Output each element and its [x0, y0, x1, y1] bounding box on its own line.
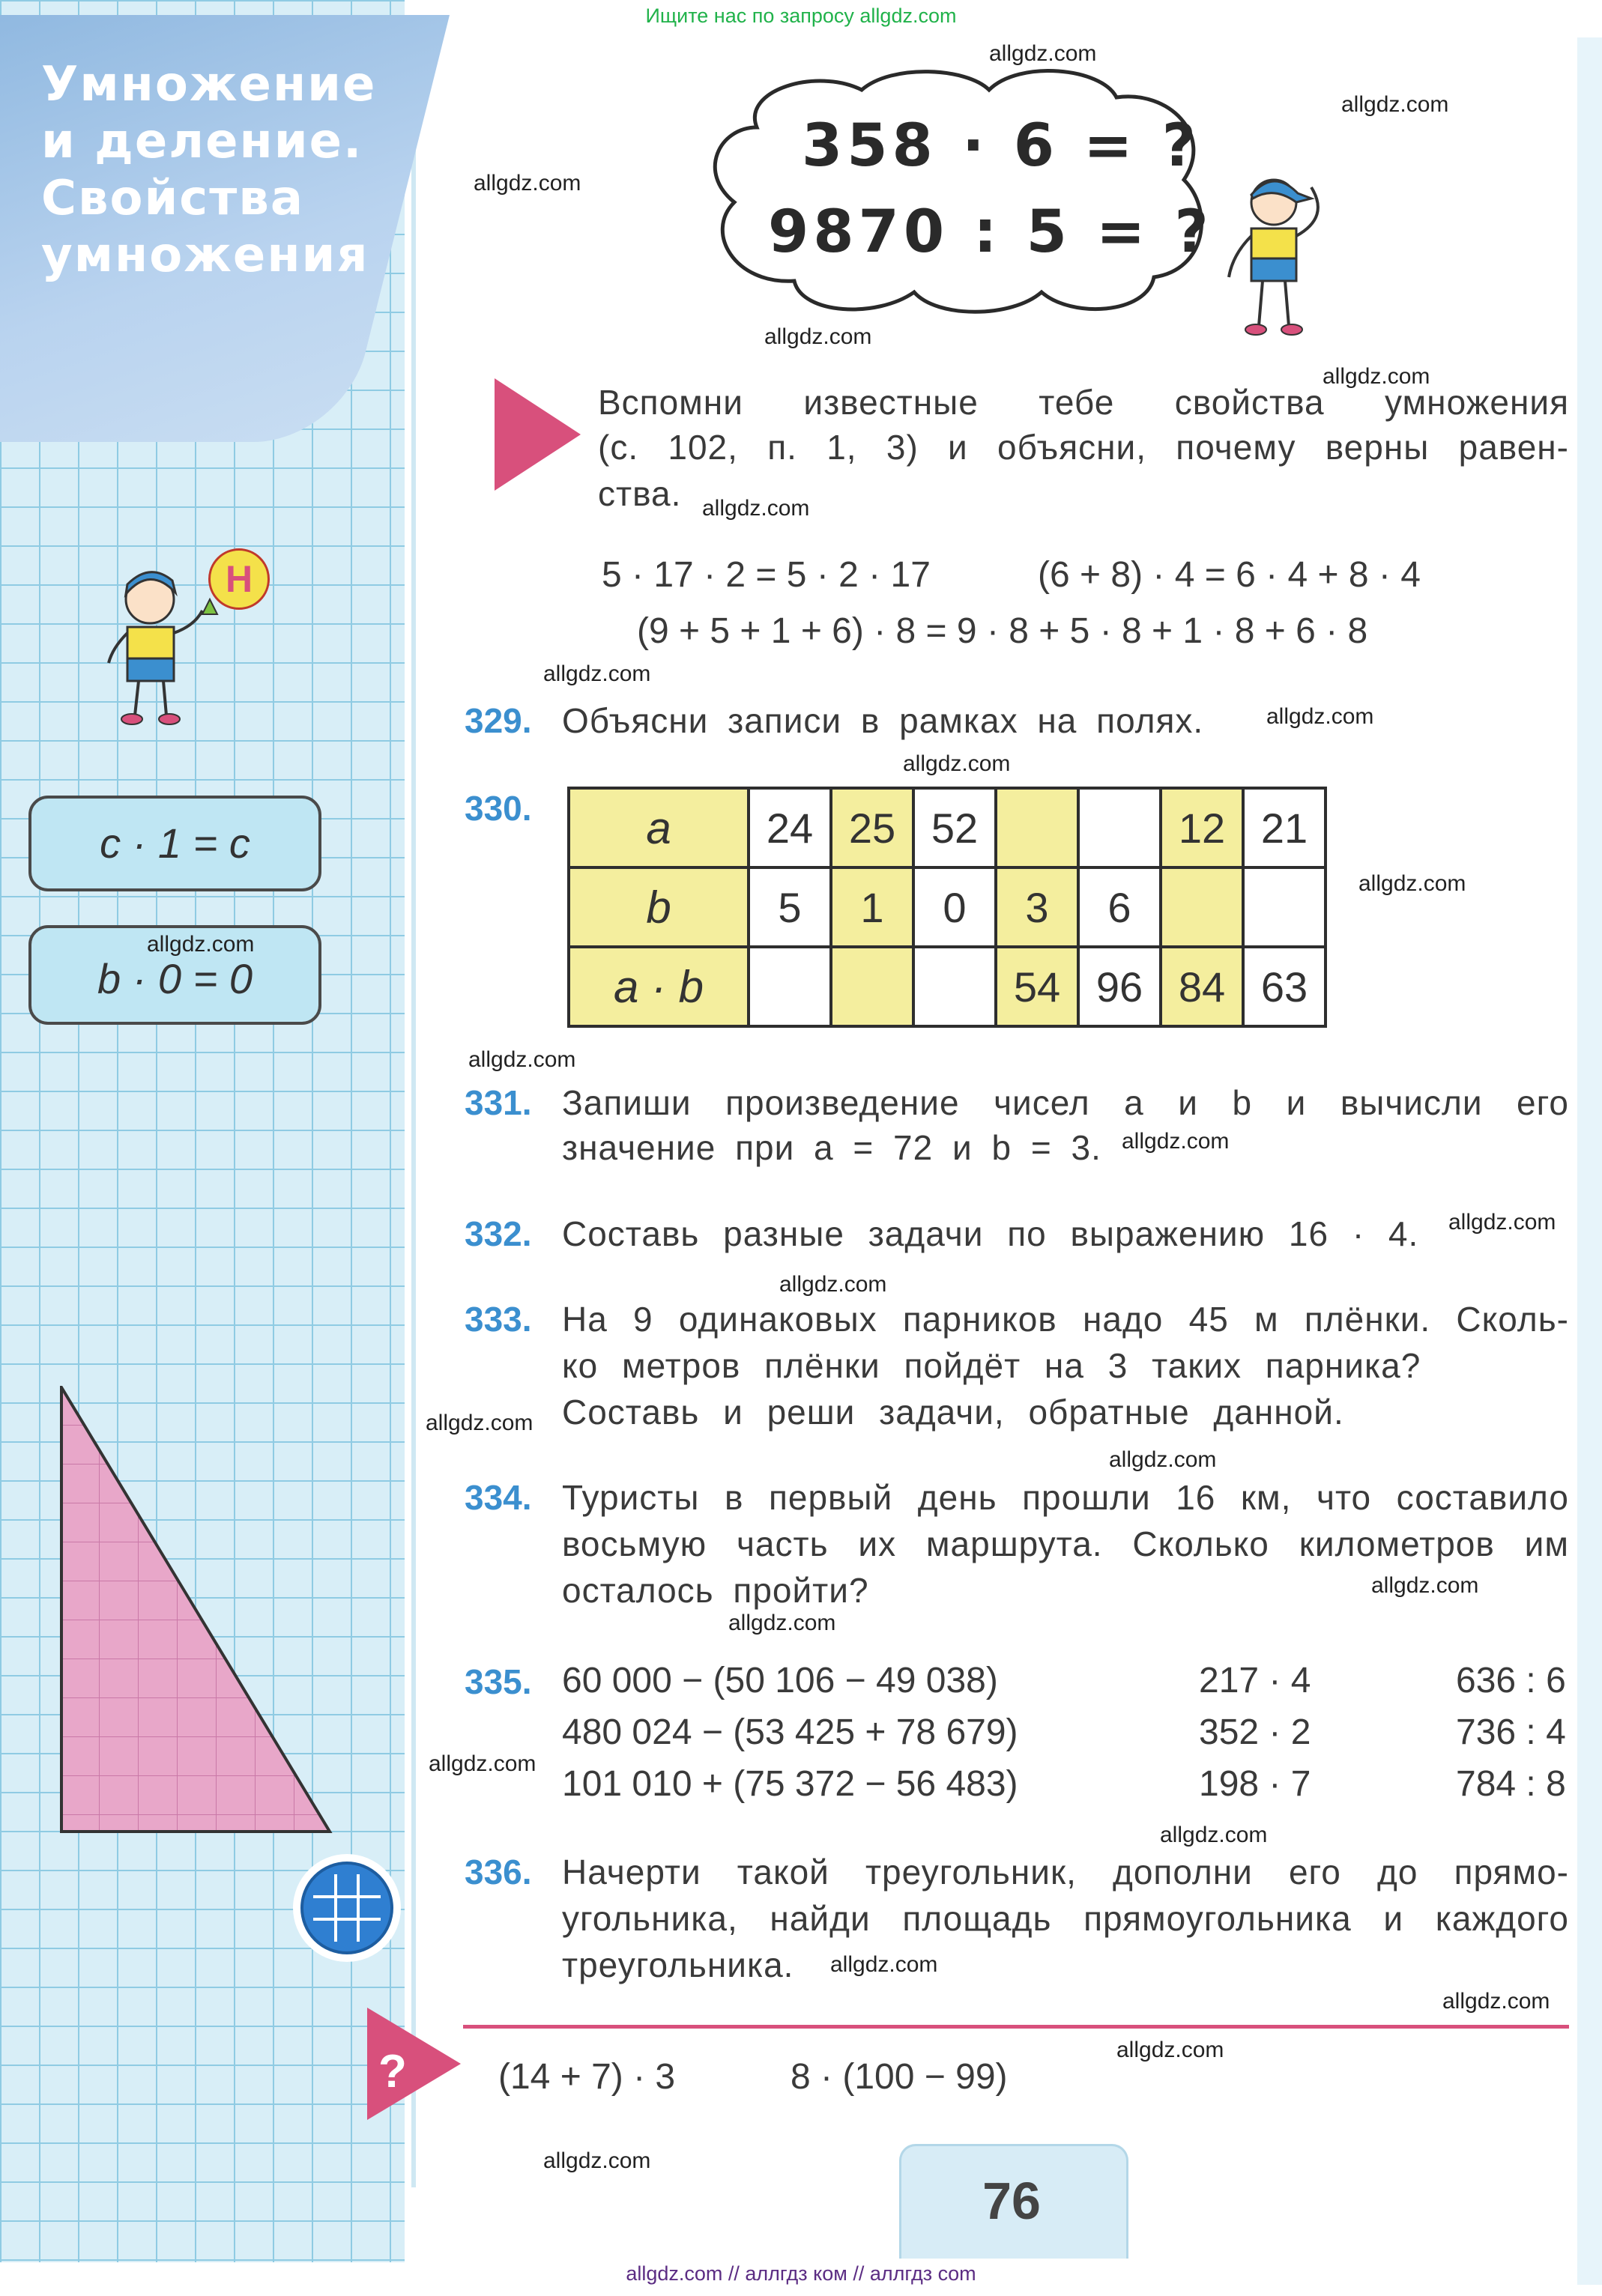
watermark: allgdz.com [1109, 1447, 1217, 1472]
chapter-title-line: Свойства [41, 171, 304, 226]
expression: 636 : 6 [1456, 1661, 1566, 1700]
table-header-cell: b [569, 867, 749, 947]
table-cell: 12 [1161, 788, 1243, 867]
play-triangle-icon [495, 378, 584, 491]
expression: 480 024 − (53 425 + 78 679) [562, 1712, 1018, 1752]
task-text: угольника, найди площадь прямоугольника и каждого [562, 1899, 1569, 1938]
thought-cloud [697, 60, 1221, 322]
table-cell [749, 947, 831, 1026]
rule-box-2: b · 0 = 0 [28, 925, 321, 1025]
watermark: allgdz.com [728, 1611, 836, 1635]
table-cell: 24 [749, 788, 831, 867]
info-badge: Н [208, 548, 270, 610]
bottom-banner[interactable]: allgdz.com // аллгдз ком // аллгдз com [626, 2262, 976, 2285]
table-cell: 21 [1243, 788, 1326, 867]
table-cell: 54 [996, 947, 1078, 1026]
equation-3: (9 + 5 + 1 + 6) · 8 = 9 · 8 + 5 · 8 + 1 · 8 + 6 · 8 [637, 611, 1368, 651]
table-cell: 84 [1161, 947, 1243, 1026]
table-cell: 1 [831, 867, 913, 947]
expression: 736 : 4 [1456, 1712, 1566, 1752]
watermark: allgdz.com [1116, 2038, 1224, 2062]
cloud-problem-2: 9870 : 5 = ? [768, 199, 1213, 266]
table-cell [831, 947, 913, 1026]
watermark: allgdz.com [903, 751, 1011, 776]
watermark: allgdz.com [1448, 1210, 1556, 1235]
intro-line: (с. 102, п. 1, 3) и объясни, почему верны равен- [598, 428, 1569, 467]
watermark: allgdz.com [830, 1952, 938, 1977]
task-text: треугольника. [562, 1945, 794, 1984]
watermark: allgdz.com [1160, 1823, 1268, 1847]
task-number: 329. [465, 701, 532, 740]
question-mark: ? [378, 2046, 407, 2097]
table-cell: 63 [1243, 947, 1326, 1026]
globe-icon[interactable] [291, 1852, 403, 1964]
task-text: значение при a = 72 и b = 3. [562, 1128, 1101, 1167]
task-number: 330. [465, 789, 532, 828]
table-cell: 96 [1078, 947, 1161, 1026]
table-cell [913, 947, 996, 1026]
chapter-title-line: Умножение [41, 57, 377, 112]
chapter-title [41, 56, 393, 284]
sidebar-triangle-figure [60, 1386, 333, 1835]
table-cell [1161, 867, 1243, 947]
question-expression: (14 + 7) · 3 [498, 2057, 676, 2097]
watermark: allgdz.com [468, 1047, 576, 1072]
expression: 101 010 + (75 372 − 56 483) [562, 1764, 1018, 1804]
equation-2: (6 + 8) · 4 = 6 · 4 + 8 · 4 [1038, 555, 1421, 595]
table-row [569, 867, 1326, 947]
table-cell [996, 788, 1078, 867]
table-cell: 6 [1078, 867, 1161, 947]
table-cell: 25 [831, 788, 913, 867]
table-row [569, 788, 1326, 867]
watermark: allgdz.com [429, 1751, 536, 1776]
table-cell: 5 [749, 867, 831, 947]
task-text: Составь разные задачи по выражению 16 · 4. [562, 1214, 1419, 1253]
right-margin-strip [1577, 37, 1602, 2285]
page-number: 76 [982, 2172, 1041, 2230]
chapter-title-line: и деление. [41, 114, 363, 169]
question-expression: 8 · (100 − 99) [791, 2057, 1008, 2097]
task-text: восьмую часть их маршрута. Сколько километров им [562, 1524, 1569, 1563]
intro-line: ства. [598, 474, 682, 513]
table-cell: 3 [996, 867, 1078, 947]
task-text: Объясни записи в рамках на полях. [562, 701, 1204, 740]
table-cell: 52 [913, 788, 996, 867]
table-cell [1243, 867, 1326, 947]
task-text: На 9 одинаковых парников надо 45 м плёнки. Сколь- [562, 1300, 1569, 1339]
task-number: 335. [465, 1662, 532, 1701]
section-divider [463, 2025, 1569, 2029]
watermark: allgdz.com [1371, 1573, 1479, 1598]
boy-illustration [1199, 165, 1349, 352]
chapter-title-line: умножения [41, 228, 369, 283]
table-header-cell: a · b [569, 947, 749, 1026]
watermark: allgdz.com [1442, 1989, 1550, 2014]
equation-1: 5 · 17 · 2 = 5 · 2 · 17 [602, 555, 931, 595]
table-330 [567, 787, 1327, 1028]
watermark: allgdz.com [1358, 871, 1466, 896]
table-cell: 0 [913, 867, 996, 947]
cloud-problem-1: 358 · 6 = ? [802, 112, 1200, 180]
watermark: allgdz.com [1323, 364, 1430, 389]
task-number: 333. [465, 1300, 532, 1339]
task-number: 336. [465, 1853, 532, 1891]
table-row [569, 947, 1326, 1026]
watermark: allgdz.com [1122, 1129, 1230, 1154]
watermark: allgdz.com [1266, 704, 1374, 729]
watermark: allgdz.com [426, 1411, 534, 1435]
watermark: allgdz.com [1341, 92, 1449, 117]
expression: 784 : 8 [1456, 1764, 1566, 1804]
watermark: allgdz.com [543, 661, 651, 686]
task-text: осталось пройти? [562, 1571, 869, 1610]
watermark: allgdz.com [764, 324, 872, 349]
watermark: allgdz.com [989, 41, 1097, 66]
table-header-cell: a [569, 788, 749, 867]
expression: 60 000 − (50 106 − 49 038) [562, 1661, 998, 1700]
watermark: allgdz.com [543, 2148, 651, 2173]
intro-line: Вспомни известные тебе свойства умножения [598, 383, 1569, 422]
watermark: allgdz.com [702, 496, 810, 521]
watermark: allgdz.com [474, 171, 581, 196]
top-banner[interactable]: Ищите нас по запросу allgdz.com [645, 4, 957, 27]
task-text: Запиши произведение чисел a и b и вычисли его [562, 1083, 1569, 1122]
table-cell [1078, 788, 1161, 867]
expression: 198 · 7 [1199, 1764, 1311, 1804]
watermark: allgdz.com [147, 932, 255, 957]
rule-box-1: c · 1 = c [28, 796, 321, 891]
task-text: Начерти такой треугольник, дополни его до прямо- [562, 1853, 1569, 1891]
task-text: Туристы в первый день прошли 16 км, что составило [562, 1478, 1569, 1517]
task-text: ко метров плёнки пойдёт на 3 таких парника? [562, 1346, 1421, 1385]
task-number: 332. [465, 1214, 532, 1253]
task-number: 334. [465, 1478, 532, 1517]
task-number: 331. [465, 1083, 532, 1122]
task-text: Составь и реши задачи, обратные данной. [562, 1393, 1344, 1432]
expression: 352 · 2 [1199, 1712, 1311, 1752]
expression: 217 · 4 [1199, 1661, 1311, 1700]
watermark: allgdz.com [779, 1272, 887, 1297]
